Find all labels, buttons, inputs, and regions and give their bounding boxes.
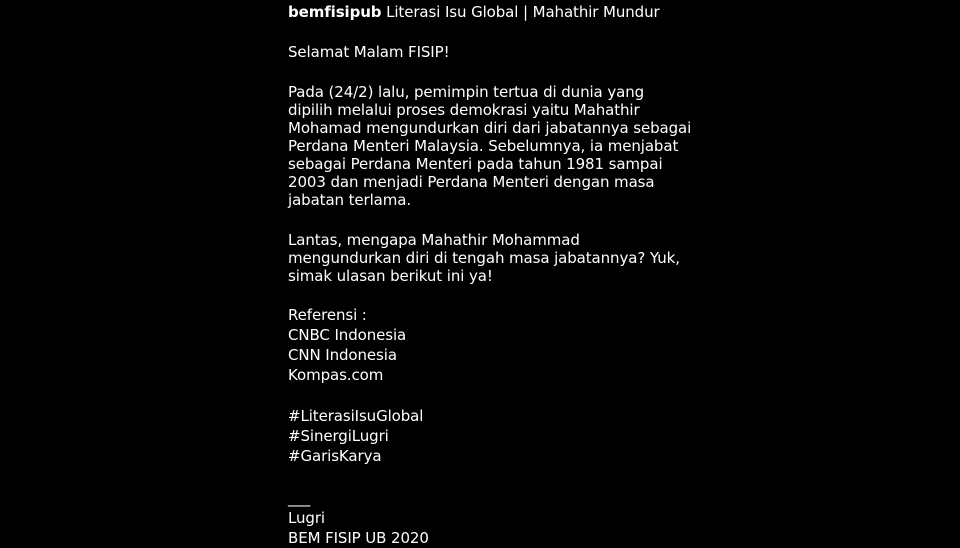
post-caption [288, 3, 708, 548]
hashtag-link[interactable]: #GarisKarya [288, 447, 382, 465]
hashtag-link[interactable]: #SinergiLugri [288, 427, 389, 445]
paragraph-line: 2003 dan menjadi Perdana Menteri dengan masa [288, 173, 655, 191]
paragraph-line: jabatan terlama. [288, 191, 412, 209]
signature-org: BEM FISIP UB 2020 [288, 529, 429, 547]
reference-item: Kompas.com [288, 366, 384, 384]
signature-divider: ___ [288, 489, 311, 507]
hashtags-block [288, 406, 708, 466]
paragraph-line: mengundurkan diri di tengah masa jabatannya? Yuk, [288, 249, 680, 267]
paragraph-line: Perdana Menteri Malaysia. Sebelumnya, ia menjabat [288, 137, 679, 155]
paragraph-line: dipilih melalui proses demokrasi yaitu Mahathir [288, 101, 640, 119]
caption-paragraph-1 [288, 83, 708, 209]
hashtag-link[interactable]: #LiterasiIsuGlobal [288, 407, 424, 425]
caption-header [288, 3, 708, 21]
username-link[interactable]: bemfisipub [288, 3, 382, 21]
signature-block [288, 488, 708, 548]
greeting-text: Selamat Malam FISIP! [288, 43, 450, 61]
paragraph-line: sebagai Perdana Menteri pada tahun 1981 sampai [288, 155, 663, 173]
paragraph-line: simak ulasan berikut ini ya! [288, 267, 493, 285]
reference-item: CNN Indonesia [288, 346, 397, 364]
post-title: Literasi Isu Global | Mahathir Mundur [386, 3, 660, 21]
paragraph-line: Lantas, mengapa Mahathir Mohammad [288, 231, 580, 249]
references-label: Referensi : [288, 306, 367, 324]
paragraph-line: Pada (24/2) lalu, pemimpin tertua di dunia yang [288, 83, 645, 101]
reference-item: CNBC Indonesia [288, 326, 407, 344]
references-block [288, 305, 708, 385]
caption-paragraph-2 [288, 231, 708, 285]
paragraph-line: Mohamad mengundurkan diri dari jabatannya sebagai [288, 119, 692, 137]
signature-name: Lugri [288, 509, 325, 527]
